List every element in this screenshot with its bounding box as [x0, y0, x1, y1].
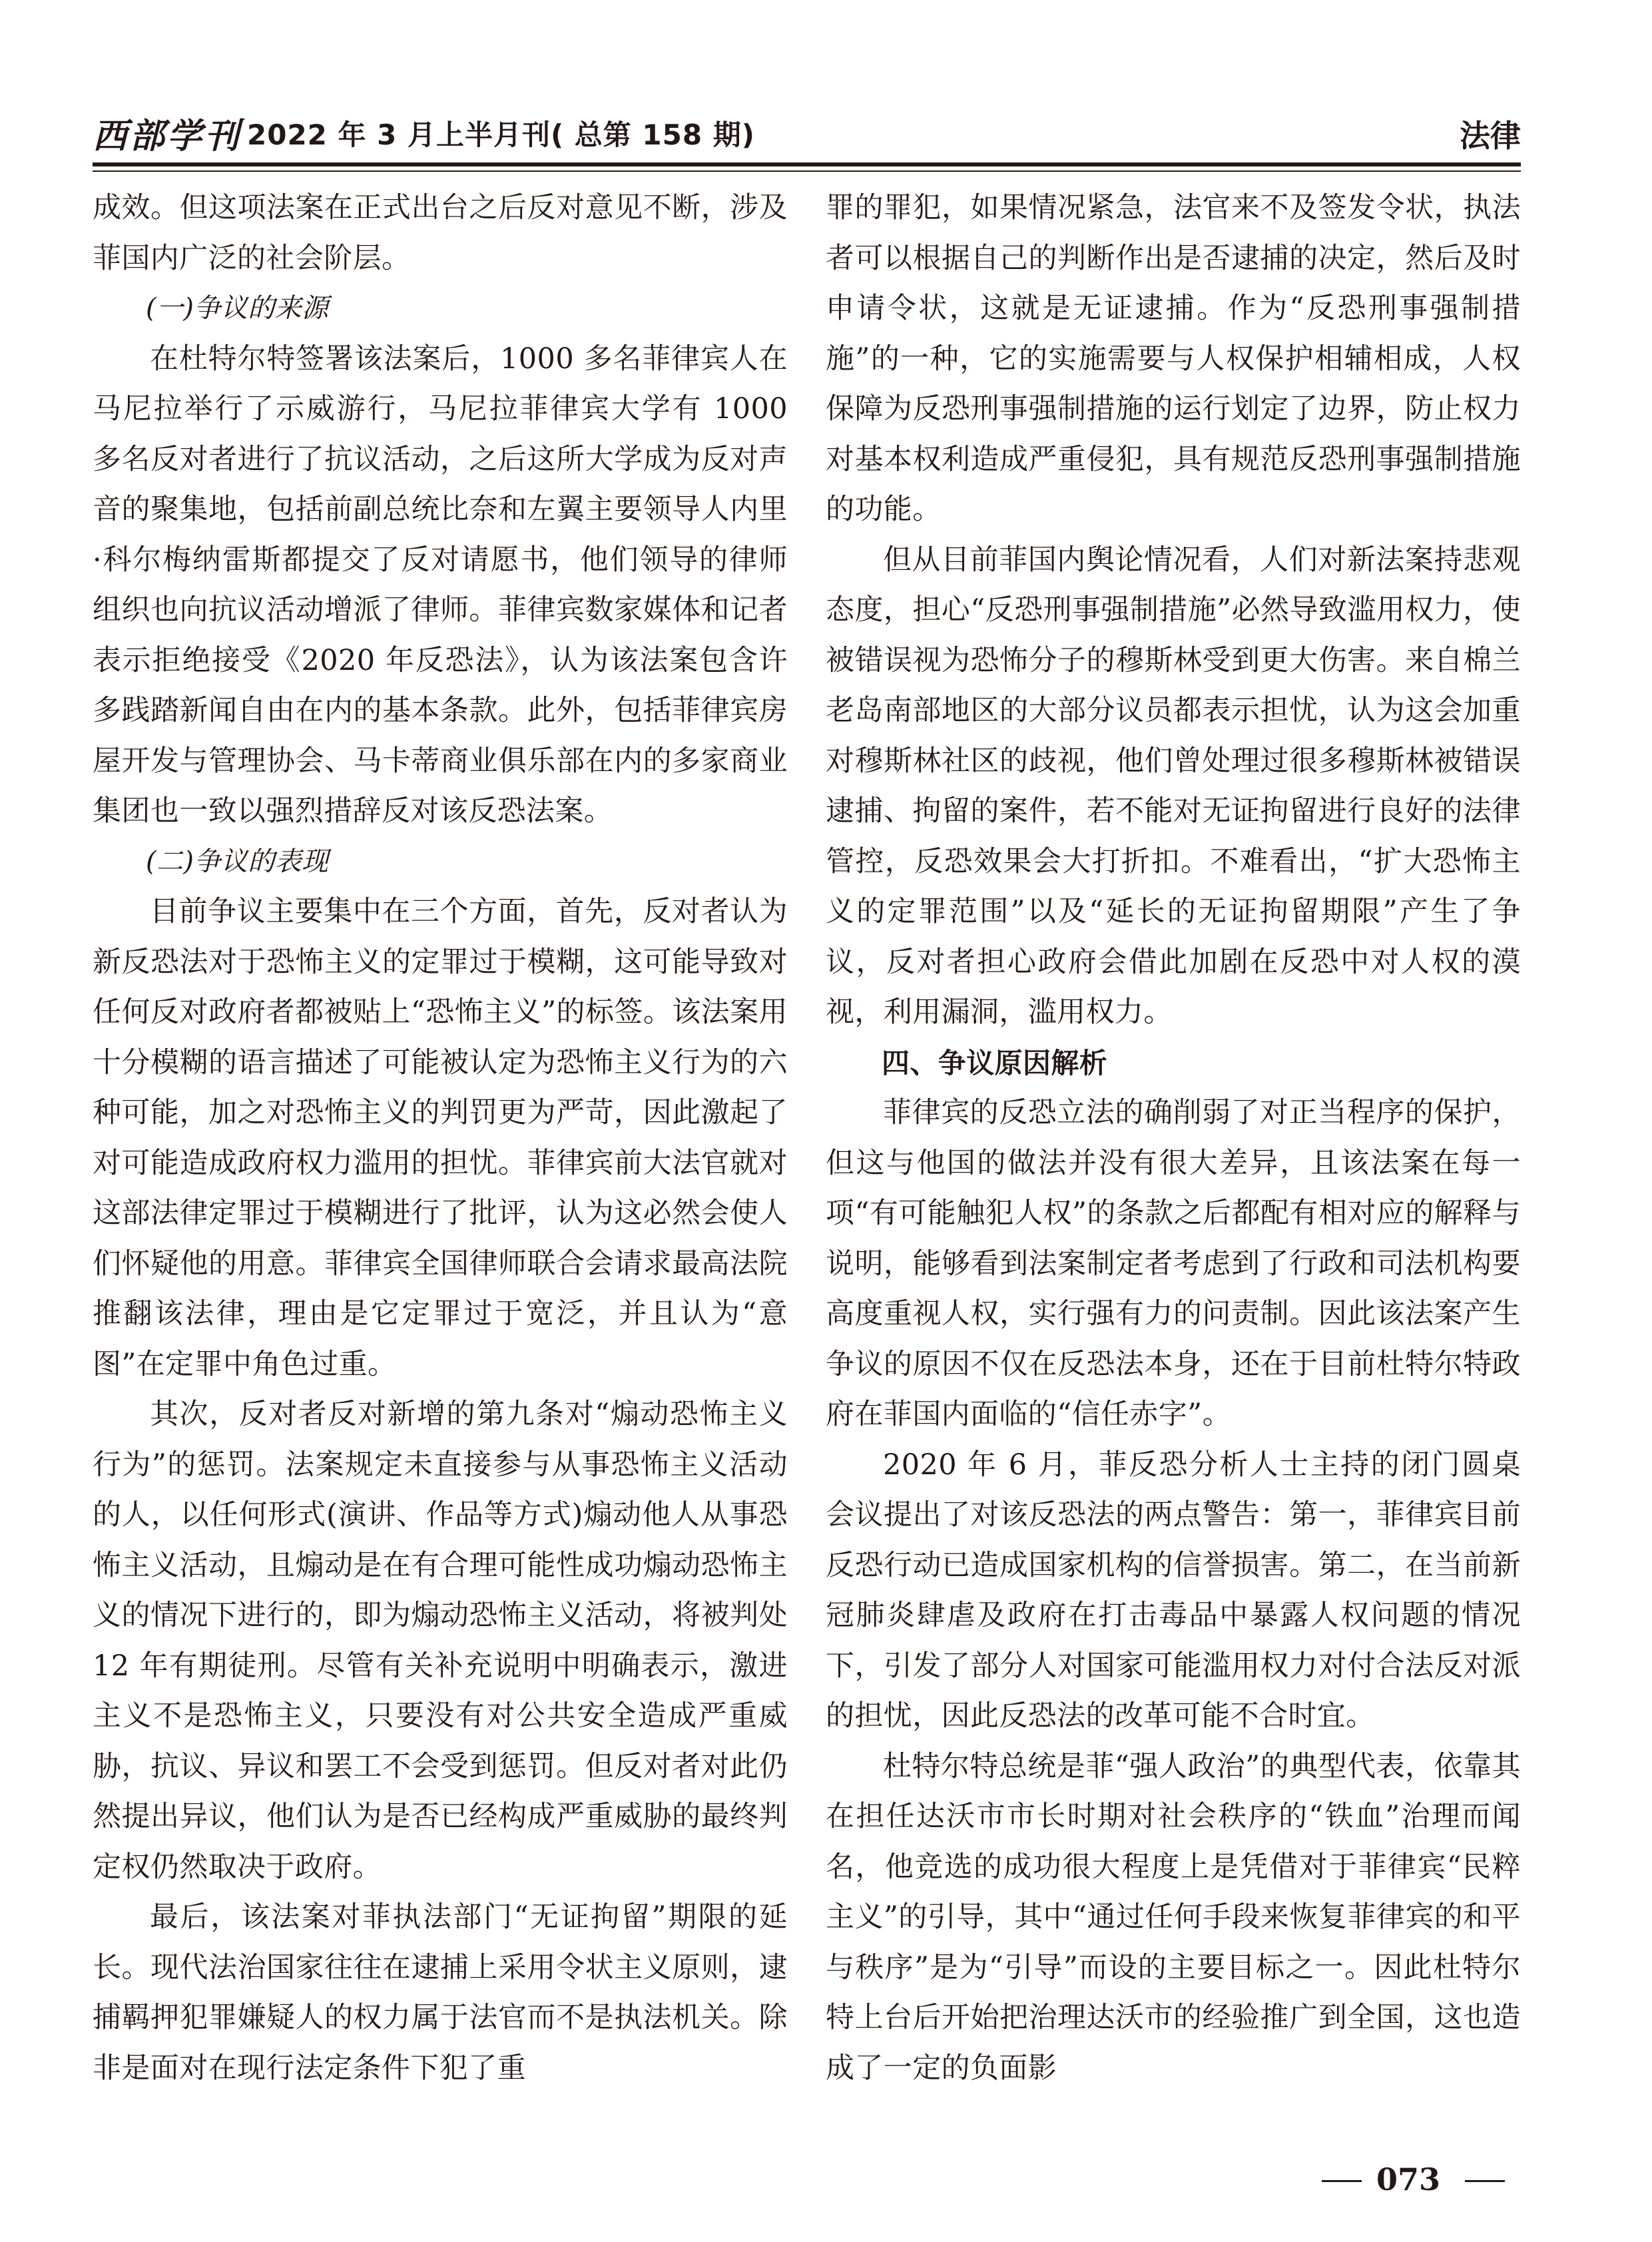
- footer-dash-left: [1322, 2180, 1362, 2182]
- page-number: 073: [1376, 2161, 1441, 2197]
- paragraph: 在杜特尔特签署该法案后，1000 多名菲律宾人在马尼拉举行了示威游行，马尼拉菲律宾大学有 1000 多名反对者进行了抗议活动，之后这所大学成为反对声音的聚集地，包括前副总统比奈和左翼主要领导人内里·科尔梅纳雷斯都提交了反对请愿书，他们领导的律师组织也向抗议活动增派了律师。菲律宾数家媒体和记者表示拒绝接受《2020 年反恐法》，认为该法案包含许多践踏新闻自由在内的基本条款。此外，包括菲律宾房屋开发与管理协会、马卡蒂商业俱乐部在内的多家商业集团也一致以强烈措辞反对该反恐法案。: [93, 342, 788, 828]
- left-column: [93, 183, 788, 2147]
- paragraph: 但从目前菲国内舆论情况看，人们对新法案持悲观态度，担心“反恐刑事强制措施”必然导致滥用权力，使被错误视为恐怖分子的穆斯林受到更大伤害。来自棉兰老岛南部地区的大部分议员都表示担忧，认为这会加重对穆斯林社区的歧视，他们曾处理过很多穆斯林被错误逮捕、拘留的案件，若不能对无证拘留进行良好的法律管控，反恐效果会大打折扣。不难看出，“扩大恐怖主义的定罪范围”以及“延长的无证拘留期限”产生了争议，反对者担心政府会借此加剧在反恐中对人权的漠视，利用漏洞，滥用权力。: [826, 543, 1521, 1029]
- subsection-heading: (一)争议的来源: [146, 293, 329, 324]
- header-rule-thin: [93, 170, 1521, 172]
- paragraph: 成效。但这项法案在正式出台之后反对意见不断，涉及菲国内广泛的社会阶层。: [93, 191, 788, 275]
- running-header: [93, 100, 1521, 160]
- header-rule-thick: [93, 162, 1521, 166]
- section-heading: 四、争议原因解析: [882, 1046, 1108, 1079]
- paragraph: 罪的罪犯，如果情况紧急，法官来不及签发令状，执法者可以根据自己的判断作出是否逮捕的决定，然后及时申请令状，这就是无证逮捕。作为“反恐刑事强制措施”的一种，它的实施需要与人权保护相辅相成，人权保障为反恐刑事强制措施的运行划定了边界，防止权力对基本权利造成严重侵犯，具有规范反恐刑事强制措施的功能。: [826, 191, 1521, 526]
- page-number-footer: [1322, 2157, 1521, 2204]
- paragraph: 2020 年 6 月，菲反恐分析人士主持的闭门圆桌会议提出了对该反恐法的两点警告：第一，菲律宾目前反恐行动已造成国家机构的信誉损害。第二，在当前新冠肺炎肆虐及政府在打击毒品中暴露人权问题的情况下，引发了部分人对国家可能滥用权力对付合法反对派的担忧，因此反恐法的改革可能不合时宜。: [826, 1448, 1521, 1733]
- footer-dash-right: [1465, 2180, 1505, 2182]
- paragraph: 其次，反对者反对新增的第九条对“煽动恐怖主义行为”的惩罚。法案规定未直接参与从事恐怖主义活动的人，以任何形式(演讲、作品等方式)煽动他人从事恐怖主义活动，且煽动是在有合理可能性成功煽动恐怖主义的情况下进行的，即为煽动恐怖主义活动，将被判处 12 年有期徒刑。尽管有关补充说明中明确表示，激进主义不是恐怖主义，只要没有对公共安全造成严重威胁，抗议、异议和罢工不会受到惩罚。但反对者对此仍然提出异议，他们认为是否已经构成严重威胁的最终判定权仍然取决于政府。: [93, 1398, 788, 1884]
- paragraph: 杜特尔特总统是菲“强人政治”的典型代表，依靠其在担任达沃市市长时期对社会秩序的“铁血”治理而闻名，他竞选的成功很大程度上是凭借对于菲律宾“民粹主义”的引导，其中“通过任何手段来恢复菲律宾的和平与秩序”是为“引导”而设的主要目标之一。因此杜特尔特上台后开始把治理达沃市的经验推广到全国，这也造成了一定的负面影: [826, 1749, 1521, 2085]
- right-column: [826, 183, 1521, 2147]
- section-name: 法律: [1460, 118, 1521, 154]
- subsection-heading: (二)争议的表现: [146, 846, 329, 877]
- paragraph: 最后，该法案对菲执法部门“无证拘留”期限的延长。现代法治国家往往在逮捕上采用令状主义原则，逮捕羁押犯罪嫌疑人的权力属于法官而不是执法机关。除非是面对在现行法定条件下犯了重: [93, 1900, 788, 2085]
- issue-info: 2022 年 3 月上半月刊( 总第 158 期): [247, 119, 755, 151]
- paragraph: 菲律宾的反恐立法的确削弱了对正当程序的保护，但这与他国的做法并没有很大差异，且该法案在每一项“有可能触犯人权”的条款之后都配有相对应的解释与说明，能够看到法案制定者考虑到了行政和司法机构要高度重视人权，实行强有力的问责制。因此该法案产生争议的原因不仅在反恐法本身，还在于目前杜特尔特政府在菲国内面临的“信任赤字”。: [826, 1096, 1521, 1431]
- journal-name: 西部学刊: [93, 116, 242, 156]
- paragraph: 目前争议主要集中在三个方面，首先，反对者认为新反恐法对于恐怖主义的定罪过于模糊，这可能导致对任何反对政府者都被贴上“恐怖主义”的标签。该法案用十分模糊的语言描述了可能被认定为恐怖主义行为的六种可能，加之对恐怖主义的判罚更为严苛，因此激起了对可能造成政府权力滥用的担忧。菲律宾前大法官就对这部法律定罪过于模糊进行了批评，认为这必然会使人们怀疑他的用意。菲律宾全国律师联合会请求最高法院推翻该法律，理由是它定罪过于宽泛，并且认为“意图”在定罪中角色过重。: [93, 895, 788, 1381]
